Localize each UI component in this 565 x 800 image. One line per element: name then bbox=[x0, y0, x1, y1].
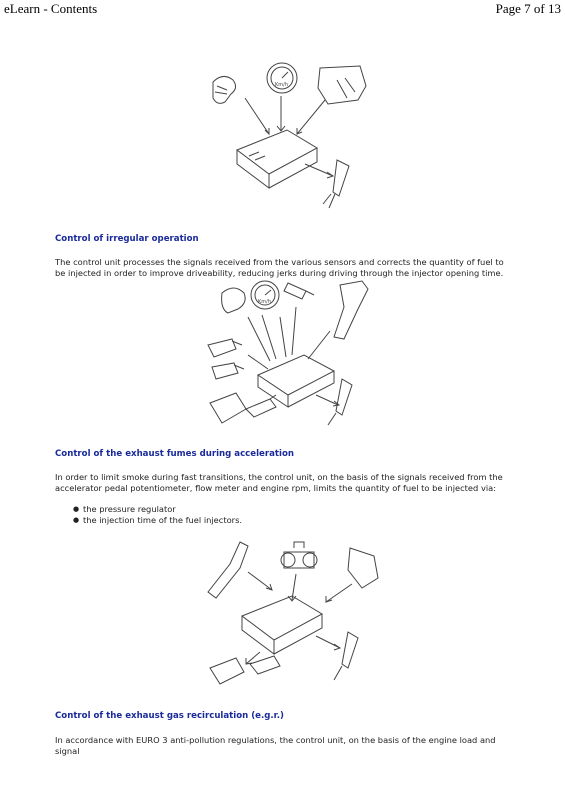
diagram-control-unit-irregular-operation bbox=[205, 60, 380, 220]
speedometer-icon bbox=[251, 281, 279, 309]
engine-part-icon bbox=[348, 548, 378, 588]
ecu-icon bbox=[242, 596, 322, 654]
ecu-icon bbox=[237, 130, 317, 188]
page-header bbox=[0, 0, 565, 18]
pressure-sensor-icon bbox=[246, 395, 276, 417]
pressure-sensor-icon bbox=[250, 656, 280, 674]
crank-sensor-icon bbox=[208, 339, 242, 357]
engine-part-icon bbox=[318, 66, 366, 104]
speedometer-icon bbox=[267, 63, 297, 93]
list-item: ● the pressure regulator bbox=[73, 504, 176, 514]
svg-text:Km/h: Km/h bbox=[275, 82, 289, 88]
accelerator-pedal-icon bbox=[334, 281, 368, 339]
section-heading-exhaust-fumes: Control of the exhaust fumes during acceleration bbox=[55, 449, 294, 459]
injector-icon bbox=[323, 160, 349, 208]
flow-meter-icon bbox=[210, 393, 246, 423]
accelerator-pedal-icon bbox=[208, 542, 248, 598]
injector-icon bbox=[334, 632, 358, 680]
sensor-icon bbox=[210, 658, 244, 684]
flow-meter-icon bbox=[281, 542, 317, 568]
paragraph-exhaust-fumes: In order to limit smoke during fast transitions, the control unit, on the basis of the signals received from the accelerator pedal potentiometer, flow meter and engine rpm, limits the quantity of fuel to be injected via: bbox=[55, 472, 503, 493]
paragraph-egr: In accordance with EURO 3 anti-pollution regulations, the control unit, on the basis of the engine load and signal bbox=[55, 735, 496, 756]
header-title: eLearn - Contents bbox=[4, 1, 98, 16]
diagram-control-unit-exhaust-fumes bbox=[200, 538, 385, 703]
paragraph-irregular-operation: The control unit processes the signals received from the various sensors and corrects the quantity of fuel to be injected in order to improve driveability, reducing jerks during driving through the injector opening time. bbox=[55, 257, 504, 278]
page-number: Page 7 of 13 bbox=[495, 1, 561, 16]
section-heading-egr: Control of the exhaust gas recirculation (e.g.r.) bbox=[55, 711, 284, 721]
section-heading-irregular-operation: Control of irregular operation bbox=[55, 234, 199, 244]
list-item: ● the injection time of the fuel injectors. bbox=[73, 515, 243, 525]
sensor-icon bbox=[213, 76, 236, 103]
bullet-list-fuel-limit bbox=[55, 504, 242, 526]
temperature-sensor-icon bbox=[284, 283, 314, 299]
sensor-icon bbox=[222, 288, 246, 313]
svg-text:Km/h: Km/h bbox=[258, 299, 272, 305]
cam-sensor-icon bbox=[212, 363, 244, 379]
diagram-control-unit-sensors bbox=[200, 275, 385, 440]
